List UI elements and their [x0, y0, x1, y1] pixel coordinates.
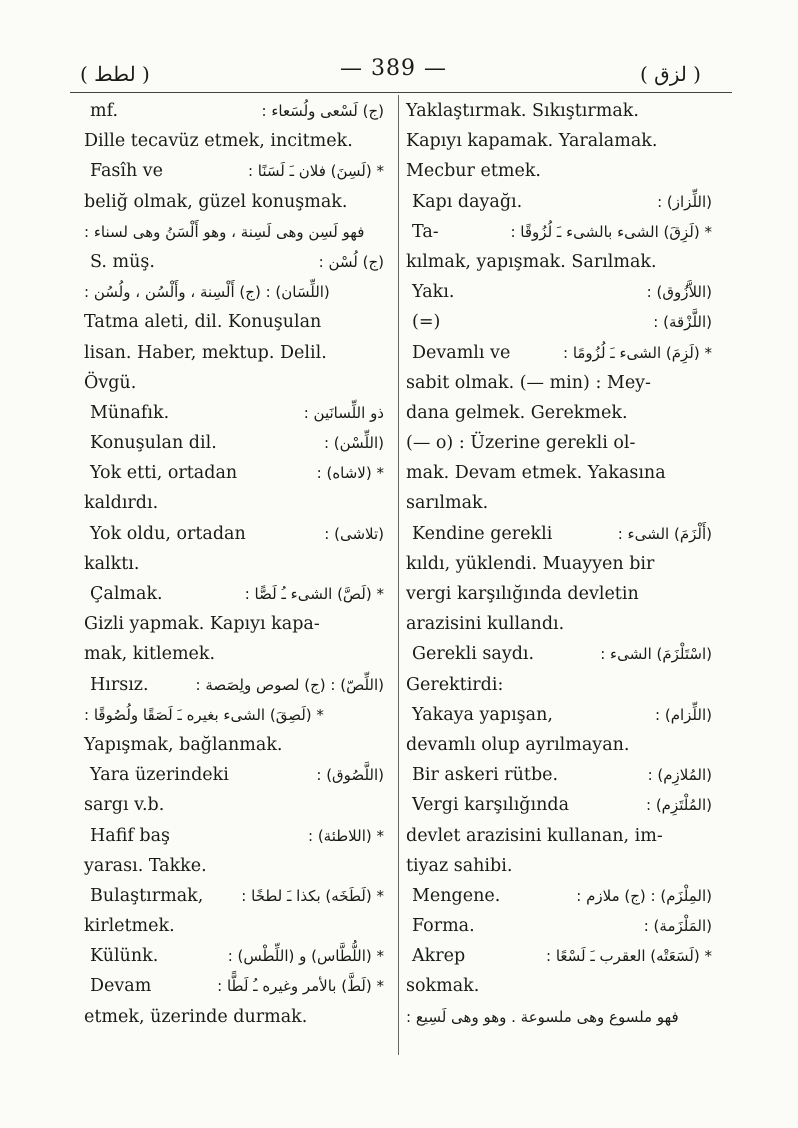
- turkish-text: Kendine gerekli: [412, 523, 553, 544]
- turkish-text: (— o) : Üzerine gerekli ol-: [406, 433, 636, 454]
- turkish-text: Münafık.: [90, 402, 170, 423]
- entry-line: [84, 609, 384, 639]
- turkish-text: Bulaştırmak,: [90, 885, 204, 906]
- entry-line: [406, 851, 712, 881]
- entry-line: [406, 187, 712, 217]
- turkish-text: Külünk.: [90, 946, 159, 967]
- entry-line: [406, 488, 712, 518]
- entry-line: [84, 187, 384, 217]
- arabic-headword: (اللِّزام) :: [655, 705, 712, 724]
- entry-line: [406, 609, 712, 639]
- entry-line: [406, 971, 712, 1001]
- entry-line: [84, 307, 384, 337]
- entry-line: [406, 338, 712, 368]
- entry-line: [406, 277, 712, 307]
- header-rule: [70, 92, 732, 93]
- arabic-headword: (اللِّزاز) :: [657, 192, 712, 211]
- entry-line: [406, 368, 712, 398]
- turkish-text: sarılmak.: [406, 493, 489, 514]
- turkish-text: Ta-: [412, 221, 439, 242]
- entry-line: [406, 458, 712, 488]
- turkish-text: devamlı olup ayrılmayan.: [406, 734, 630, 755]
- entry-line: [406, 156, 712, 186]
- turkish-text: arazisini kullandı.: [406, 614, 565, 635]
- arabic-headword: فهو ملسوع وهى ملسوعة . وهو وهى لَسِيع :: [406, 1007, 679, 1026]
- arabic-headword: (ج) لُسْن :: [318, 252, 384, 271]
- arabic-headword: (اللاَّزُوق) :: [646, 283, 712, 302]
- arabic-headword: (اللِّسْن) :: [323, 434, 384, 453]
- turkish-text: tiyaz sahibi.: [406, 855, 513, 876]
- entry-line: [406, 821, 712, 851]
- entry-line: [84, 790, 384, 820]
- turkish-text: Bir askeri rütbe.: [412, 765, 559, 786]
- arabic-headword: (المِلْزَم) : (ج) ملازم :: [576, 886, 712, 905]
- turkish-text: sargı v.b.: [84, 795, 165, 816]
- entry-line: [84, 368, 384, 398]
- entry-line: [84, 458, 384, 488]
- turkish-text: kaldırdı.: [84, 493, 159, 514]
- arabic-headword: (اسْتَلْزَمَ) الشىء :: [600, 645, 712, 664]
- left-column: [84, 96, 384, 1032]
- arabic-headword: * (لَزِمَ) الشىء ـَ لُزُومًا :: [563, 343, 712, 362]
- entry-line: [406, 941, 712, 971]
- turkish-text: Forma.: [412, 916, 475, 937]
- turkish-text: Akrep: [412, 946, 466, 967]
- arabic-headword: (اللِّسَان) : (ج) أَلْسِنة ، وأَلْسُن ، ولُسُن :: [84, 283, 330, 302]
- entry-line: [406, 398, 712, 428]
- entry-line: [84, 941, 384, 971]
- turkish-text: devlet arazisini kullanan, im-: [406, 825, 663, 846]
- turkish-text: etmek, üzerinde durmak.: [84, 1006, 308, 1027]
- turkish-text: Yaklaştırmak. Sıkıştırmak.: [406, 101, 639, 121]
- turkish-text: (=): [412, 312, 441, 333]
- turkish-text: Mengene.: [412, 885, 501, 906]
- arabic-headword: * (لَطَّ) بالأمر وغيره ـُ لَطًّا :: [217, 977, 384, 996]
- arabic-headword: (المُلْتَزِم) :: [646, 796, 712, 815]
- entry-line: [84, 911, 384, 941]
- entry-line: [406, 1002, 712, 1032]
- entry-line: [84, 549, 384, 579]
- entry-line: [84, 881, 384, 911]
- turkish-text: Fasîh ve: [90, 161, 164, 182]
- turkish-text: Tatma aleti, dil. Konuşulan: [84, 312, 322, 333]
- turkish-text: Gerektirdi:: [406, 674, 504, 695]
- turkish-text: Yok etti, ortadan: [90, 463, 238, 484]
- turkish-text: Mecbur etmek.: [406, 161, 541, 182]
- arabic-headword: (اللَّزْقة) :: [653, 313, 712, 332]
- entry-line: [406, 549, 712, 579]
- arabic-headword: (المَلْزَمة) :: [643, 917, 712, 936]
- entry-line: [406, 700, 712, 730]
- entry-line: [84, 971, 384, 1001]
- turkish-text: Hırsız.: [90, 674, 149, 695]
- entry-line: [84, 670, 384, 700]
- turkish-text: sabit olmak. (— min) : Mey-: [406, 372, 651, 393]
- turkish-text: Gerekli saydı.: [412, 644, 535, 665]
- turkish-text: S. müş.: [90, 251, 155, 272]
- turkish-text: mak, kitlemek.: [84, 644, 216, 665]
- page-header: [0, 52, 798, 92]
- entry-line: [406, 670, 712, 700]
- turkish-text: dana gelmek. Gerekmek.: [406, 402, 628, 423]
- turkish-text: Dille tecavüz etmek, incitmek.: [84, 131, 353, 152]
- turkish-text: Yakı.: [412, 282, 455, 303]
- turkish-text: vergi karşılığında devletin: [406, 584, 639, 604]
- page-number: — 389 —: [340, 56, 447, 81]
- entry-line: [84, 217, 384, 247]
- entry-line: [84, 760, 384, 790]
- turkish-text: kirletmek.: [84, 916, 175, 937]
- entry-line: [84, 639, 384, 669]
- entry-line: [84, 96, 384, 126]
- entry-line: [406, 730, 712, 760]
- turkish-text: kalktı.: [84, 553, 140, 574]
- entry-line: [406, 639, 712, 669]
- entry-line: [406, 126, 712, 156]
- entry-line: [406, 217, 712, 247]
- entry-line: [84, 156, 384, 186]
- arabic-headword: (تلاشى) :: [324, 524, 384, 543]
- entry-line: [84, 428, 384, 458]
- entry-line: [84, 488, 384, 518]
- turkish-text: mf.: [90, 101, 119, 121]
- entry-line: [84, 700, 384, 730]
- header-right-guideword: ( لزق ): [640, 62, 701, 86]
- turkish-text: kıldı, yüklendi. Muayyen bir: [406, 553, 655, 574]
- header-left-guideword: ( لطط ): [80, 62, 150, 86]
- turkish-text: Övgü.: [84, 372, 137, 393]
- right-column: [406, 96, 712, 1032]
- entry-line: [84, 730, 384, 760]
- entry-line: [406, 428, 712, 458]
- turkish-text: sokmak.: [406, 976, 480, 997]
- arabic-headword: * (لَصِقَ) الشىء بغيره ـَ لَصَقًا ولُصُوقًا :: [84, 705, 324, 724]
- entry-line: [84, 579, 384, 609]
- turkish-text: mak. Devam etmek. Yakasına: [406, 463, 666, 484]
- entry-line: [406, 519, 712, 549]
- entry-line: [406, 307, 712, 337]
- turkish-text: lisan. Haber, mektup. Delil.: [84, 342, 327, 363]
- turkish-text: beliğ olmak, güzel konuşmak.: [84, 191, 348, 212]
- arabic-headword: * (اللاطئة) :: [308, 826, 384, 845]
- turkish-text: Yapışmak, bağlanmak.: [84, 734, 283, 755]
- turkish-text: Hafif baş: [90, 825, 171, 846]
- entry-line: [84, 519, 384, 549]
- entry-line: [406, 760, 712, 790]
- entry-line: [84, 398, 384, 428]
- arabic-headword: ذو اللِّسانَين :: [303, 403, 384, 422]
- turkish-text: Devamlı ve: [412, 342, 511, 363]
- arabic-headword: * (لَصَّ) الشىء ـُ لَصًّا :: [244, 585, 384, 603]
- turkish-text: Yara üzerindeki: [90, 765, 229, 786]
- arabic-headword: فهو لَسِن وهى لَسِنة ، وهو أَلْسَنُ وهى لسناء :: [84, 222, 365, 241]
- arabic-headword: (أَلْزَمَ) الشىء :: [617, 524, 712, 543]
- turkish-text: Kapı dayağı.: [412, 191, 523, 212]
- entry-line: [84, 126, 384, 156]
- arabic-headword: * (اللُّطَّاس) و (اللِّطْس) :: [227, 947, 384, 966]
- arabic-headword: (المُلازِم) :: [647, 766, 712, 785]
- arabic-headword: (ج) لَسْعى ولُسَعاء :: [261, 102, 384, 120]
- turkish-text: Yakaya yapışan,: [412, 704, 553, 725]
- turkish-text: yarası. Takke.: [84, 855, 207, 876]
- entry-line: [84, 821, 384, 851]
- column-divider: [398, 95, 399, 1055]
- entry-line: [406, 881, 712, 911]
- arabic-headword: * (لَسِنَ) فلان ـَ لَسَنًا :: [247, 162, 384, 181]
- entry-line: [406, 96, 712, 126]
- arabic-headword: * (لَسَعَتْه) العقرب ـَ لَسْعًا :: [546, 947, 712, 966]
- turkish-text: Gizli yapmak. Kapıyı kapa-: [84, 614, 320, 635]
- entry-line: [406, 579, 712, 609]
- entry-line: [84, 1002, 384, 1032]
- entry-line: [84, 277, 384, 307]
- turkish-text: Yok oldu, ortadan: [90, 523, 246, 544]
- turkish-text: Konuşulan dil.: [90, 433, 217, 454]
- arabic-headword: * (لاشاه) :: [316, 464, 384, 483]
- entry-line: [84, 338, 384, 368]
- entry-line: [406, 911, 712, 941]
- turkish-text: Devam: [90, 976, 152, 997]
- entry-line: [84, 247, 384, 277]
- arabic-headword: (اللَّصُوق) :: [316, 766, 384, 785]
- turkish-text: kılmak, yapışmak. Sarılmak.: [406, 251, 657, 272]
- turkish-text: Çalmak.: [90, 584, 163, 604]
- arabic-headword: * (لَطَخَه) بكذا ـَ لطخًا :: [241, 886, 384, 905]
- turkish-text: Kapıyı kapamak. Yaralamak.: [406, 131, 658, 152]
- arabic-headword: (اللِّصّ) : (ج) لصوص ولِصَصة :: [195, 675, 384, 694]
- entry-line: [406, 790, 712, 820]
- entry-line: [84, 851, 384, 881]
- arabic-headword: * (لَزِقَ) الشىء بالشىء ـَ لُزُوقًا :: [510, 222, 712, 241]
- entry-line: [406, 247, 712, 277]
- turkish-text: Vergi karşılığında: [412, 795, 569, 816]
